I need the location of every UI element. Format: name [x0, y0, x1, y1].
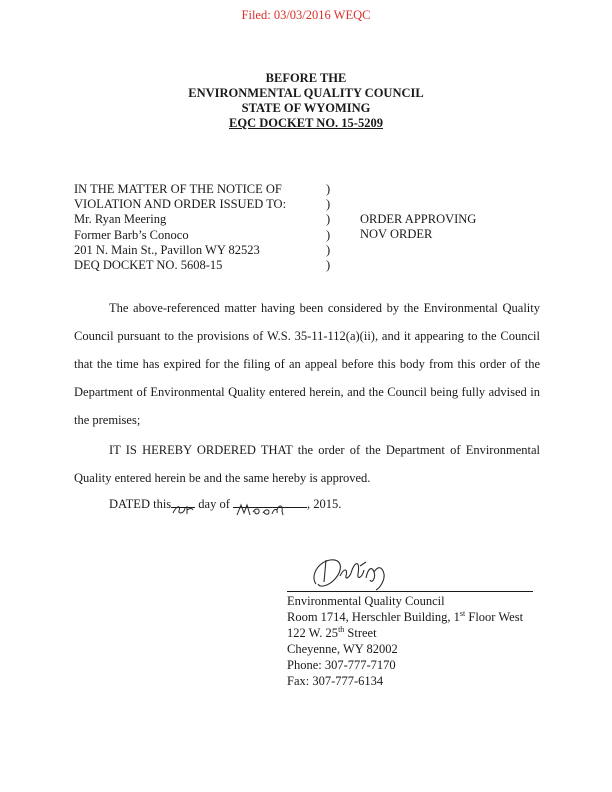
body-paragraph-2: IT IS HEREBY ORDERED THAT the order of the Department of Environmental Quality entered herein be and the same hereby is approved.	[74, 443, 540, 485]
signature-line	[287, 591, 533, 592]
signature-handwritten	[300, 548, 390, 594]
caption-paren: )	[326, 212, 331, 227]
dated-line	[109, 497, 341, 512]
heading-docket-number: EQC DOCKET NO. 15-5209	[229, 116, 383, 130]
dated-suffix: , 2015.	[307, 497, 342, 511]
signature-org: Environmental Quality Council	[287, 594, 445, 608]
caption-line: IN THE MATTER OF THE NOTICE OF	[74, 182, 282, 196]
caption-paren: )	[326, 258, 331, 273]
filed-stamp: Filed: 03/03/2016 WEQC	[241, 8, 371, 22]
caption-paren: )	[326, 182, 331, 196]
caption-line: DEQ DOCKET NO. 5608-15	[74, 258, 223, 273]
month-blank	[233, 507, 307, 508]
caption-line: VIOLATION AND ORDER ISSUED TO:	[74, 197, 287, 212]
dated-prefix: DATED this	[109, 497, 172, 511]
order-title	[360, 212, 476, 242]
signature-street: 122 W. 25th Street	[287, 625, 377, 640]
caption-paren: )	[326, 227, 331, 242]
dated-middle: day of	[198, 497, 230, 511]
signature-room: Room 1714, Herschler Building, 1st Floor West	[287, 609, 524, 624]
signature-city: Cheyenne, WY 82002	[287, 642, 398, 656]
day-blank	[171, 507, 195, 508]
signature-fax: Fax: 307-777-6134	[287, 674, 384, 688]
signature-block	[287, 593, 523, 689]
caption-line: 201 N. Main St., Pavillon WY 82523	[74, 242, 260, 257]
signature-phone: Phone: 307-777-7170	[287, 658, 396, 672]
handwritten-month-mark	[233, 502, 307, 518]
order-title-line: ORDER APPROVING	[360, 212, 477, 226]
heading-council: ENVIRONMENTAL QUALITY COUNCIL	[188, 86, 424, 100]
caption-line: Former Barb’s Conoco	[74, 227, 189, 242]
order-title-line: NOV ORDER	[360, 227, 433, 242]
caption-paren: )	[326, 197, 331, 212]
caption-paren: )	[326, 242, 331, 257]
body-paragraph-1: The above-referenced matter having been considered by the Environmental Quality Council pursuant to the provisions of W.S. 35-11-112(a)(ii), and it appearing to the Council that the time has expired for the filing of an appeal before this body from this order of the Department of Environmental Quality entered herein, and the Council being fully advised in the premises;	[74, 301, 540, 427]
heading-before-the: BEFORE THE	[265, 71, 347, 85]
caption-paren-column	[326, 182, 330, 273]
handwritten-day-mark	[171, 502, 195, 516]
case-caption	[74, 182, 286, 273]
heading-state: STATE OF WYOMING	[241, 101, 371, 115]
caption-line: Mr. Ryan Meering	[74, 212, 167, 227]
